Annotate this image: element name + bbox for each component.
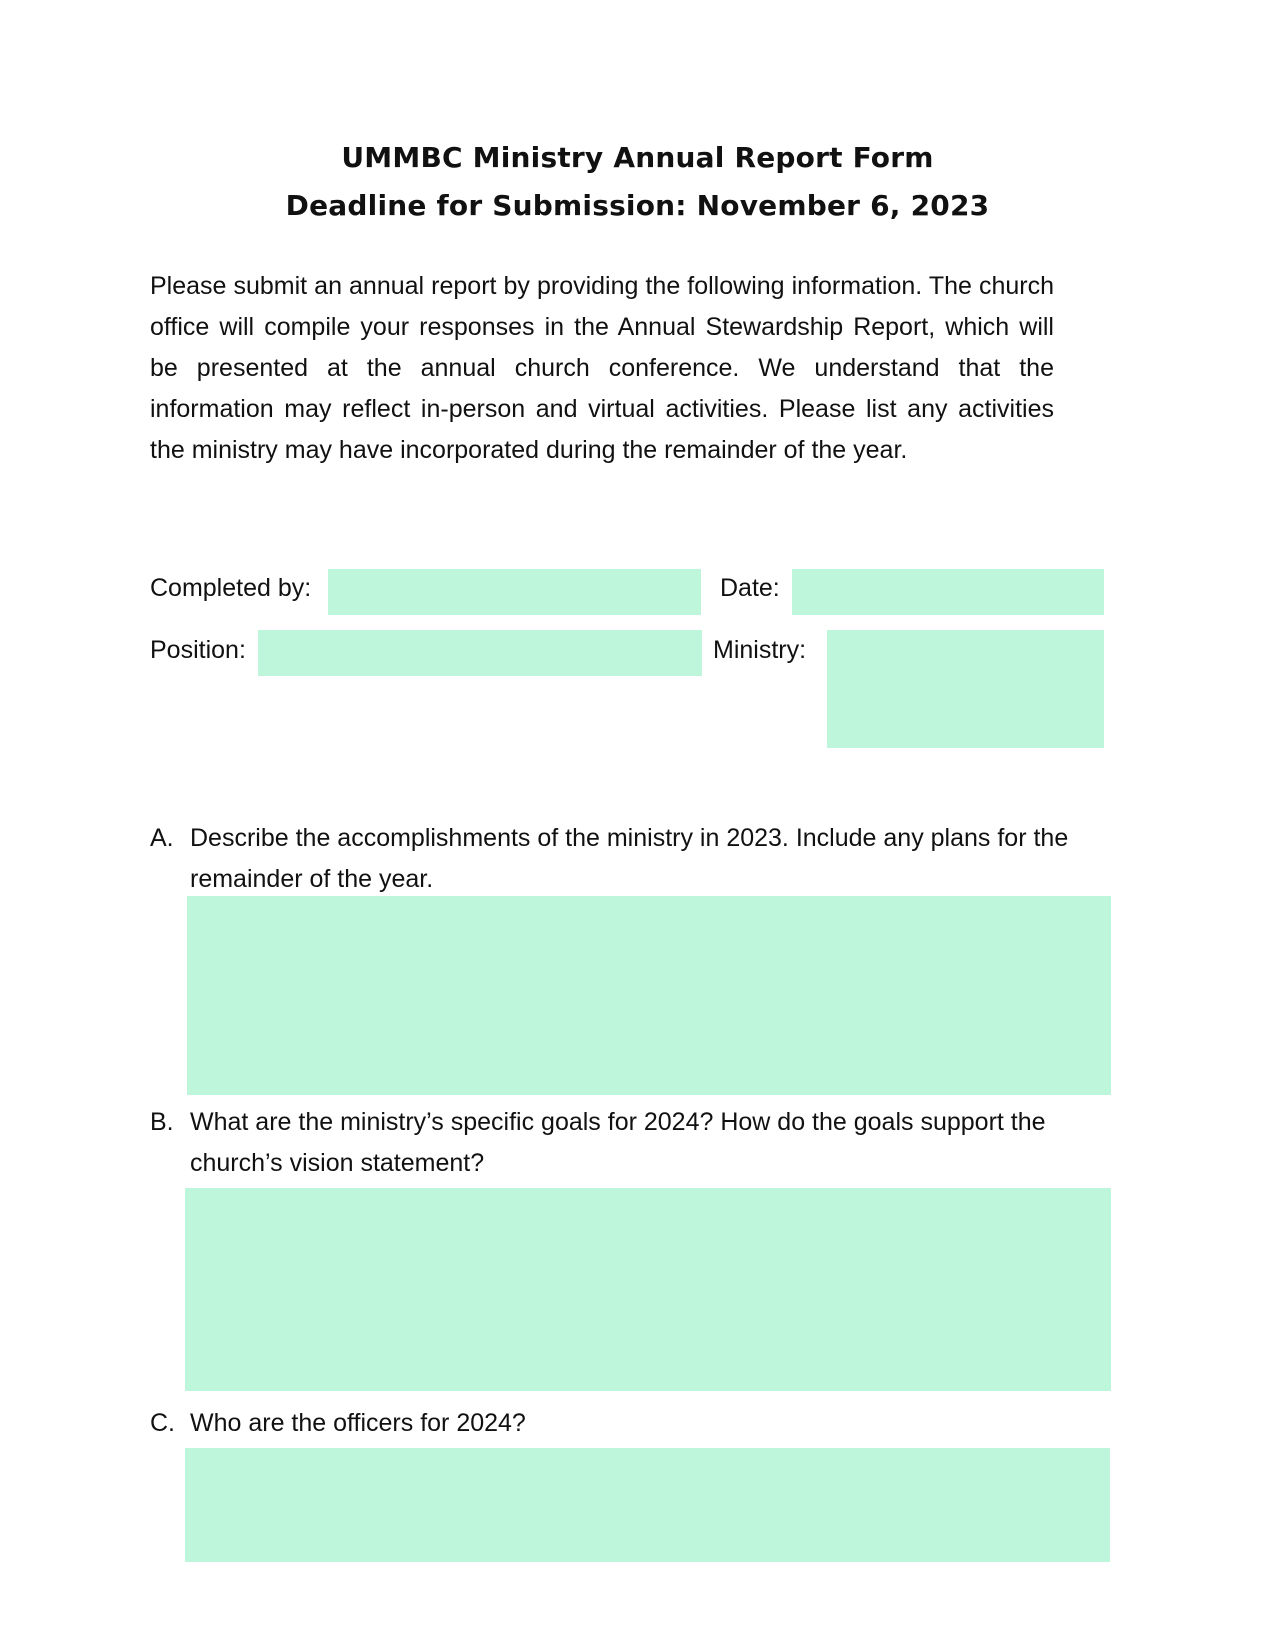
question-b-text: What are the ministry’s specific goals for 2024? How do the goals support the church’s vision statement?: [190, 1108, 1046, 1177]
completed-by-label: Completed by:: [150, 574, 312, 602]
ministry-field[interactable]: [827, 630, 1104, 748]
question-a: [150, 818, 1070, 900]
officers-answer-field[interactable]: [185, 1448, 1110, 1562]
accomplishments-answer-field[interactable]: [187, 896, 1111, 1095]
ministry-label: Ministry:: [713, 636, 807, 664]
question-b: [150, 1102, 1070, 1184]
submission-deadline: Deadline for Submission: November 6, 2023: [285, 189, 990, 222]
date-field[interactable]: [792, 569, 1104, 615]
question-c: [150, 1403, 1070, 1444]
question-c-letter: C.: [150, 1409, 175, 1437]
intro-paragraph: Please submit an annual report by providing the following information. The church office will compile your responses in the Annual Stewardship Report, which will be presented at the annual church conference. We understand that the information may reflect in-person and virtual activities. Please list any activities the ministry may have incorporated during the remainder of the year.: [150, 272, 1054, 464]
form-title: UMMBC Ministry Annual Report Form: [341, 141, 934, 174]
goals-answer-field[interactable]: [185, 1188, 1111, 1391]
position-field[interactable]: [258, 630, 702, 676]
question-b-letter: B.: [150, 1108, 174, 1136]
date-label: Date:: [720, 574, 780, 602]
question-a-text: Describe the accomplishments of the ministry in 2023. Include any plans for the remainder of the year.: [190, 824, 1069, 893]
position-label: Position:: [150, 636, 246, 664]
question-a-letter: A.: [150, 824, 174, 852]
question-c-text: Who are the officers for 2024?: [190, 1409, 526, 1437]
completed-by-field[interactable]: [328, 569, 701, 615]
